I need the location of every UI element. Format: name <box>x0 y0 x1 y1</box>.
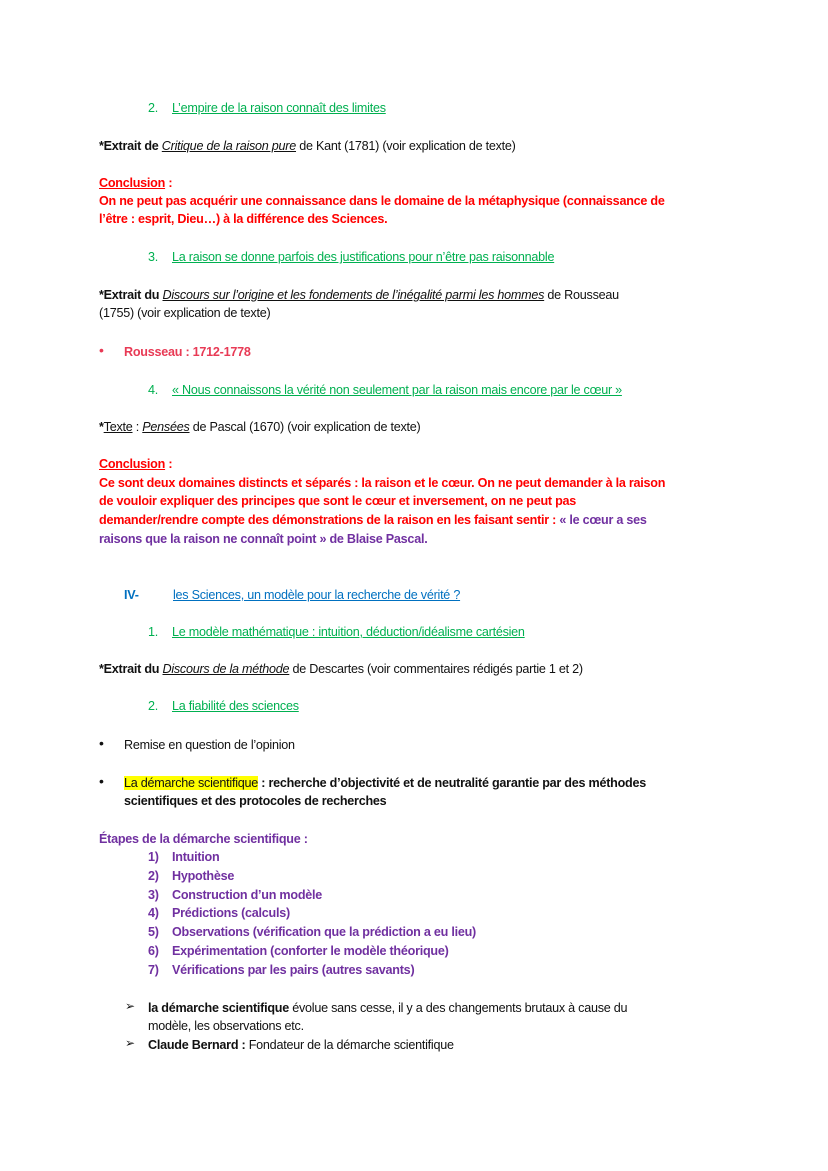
label: Conclusion <box>99 176 166 190</box>
extract-prefix: *Extrait du <box>99 288 163 302</box>
rousseau-dates: Rousseau : 1712-1778 <box>124 345 251 359</box>
step-text: Hypothèse <box>172 869 235 883</box>
step-item <box>148 961 414 979</box>
extract-prefix: *Extrait de <box>99 139 162 153</box>
subsection-heading-1 <box>148 623 525 641</box>
conclusion-line: On ne peut pas acquérir une connaissance dans le domaine de la métaphysique (connaissance de <box>99 194 665 208</box>
heading-title: La fiabilité des sciences <box>172 699 299 713</box>
step-number: 5) <box>148 925 159 939</box>
extract-suffix: de Pascal (1670) (voir explication de texte) <box>189 420 421 434</box>
part-number: IV- <box>124 588 139 602</box>
bullet-icon: • <box>99 342 104 358</box>
rousseau-extract <box>99 286 619 304</box>
work-title: Discours sur l’origine et les fondements de l’inégalité parmi les hommes <box>162 288 545 302</box>
arrow-bullet-icon: ➢ <box>125 999 135 1013</box>
step-number: 3) <box>148 888 159 902</box>
part-title: les Sciences, un modèle pour la recherche de vérité ? <box>173 588 461 602</box>
note-text: Fondateur de la démarche scientifique <box>245 1038 454 1052</box>
heading-number: 1. <box>148 625 159 639</box>
heading-number: 2. <box>148 101 159 115</box>
work-title: Discours de la méthode <box>162 662 290 676</box>
subsection-heading-2 <box>148 697 299 715</box>
rousseau-extract-line2: (1755) (voir explication de texte) <box>99 306 271 320</box>
bullet-item <box>124 774 646 792</box>
step-item <box>148 923 476 941</box>
heading-title: Le modèle mathématique : intuition, déduction/idéalisme cartésien <box>172 625 525 639</box>
work-title: Critique de la raison pure <box>161 139 297 153</box>
conclusion-label <box>99 174 172 192</box>
note-item <box>148 999 627 1017</box>
conclusion-line: de vouloir expliquer des principes que sont le cœur et inversement, on ne peut pas <box>99 494 577 508</box>
step-text: Vérifications par les pairs (autres savants) <box>172 963 415 977</box>
sep: : <box>132 420 143 434</box>
conclusion-line: l’être : esprit, Dieu…) à la différence des Sciences. <box>99 212 388 226</box>
section-heading-2 <box>148 99 386 117</box>
section-heading-4 <box>148 381 622 399</box>
step-text: Observations (vérification que la prédiction a eu lieu) <box>172 925 476 939</box>
heading-number: 2. <box>148 699 159 713</box>
step-number: 7) <box>148 963 159 977</box>
heading-title: L’empire de la raison connaît des limites <box>172 101 386 115</box>
extract-suffix: de Rousseau <box>544 288 619 302</box>
note-item <box>148 1036 454 1054</box>
part-heading-4 <box>124 586 460 604</box>
bullet-icon: • <box>99 735 104 751</box>
step-text: Construction d’un modèle <box>172 888 323 902</box>
arrow-bullet-icon: ➢ <box>125 1036 135 1050</box>
extract-prefix: *Extrait du <box>99 662 163 676</box>
step-number: 6) <box>148 944 159 958</box>
steps-title: Étapes de la démarche scientifique : <box>99 832 308 846</box>
note-text: évolue sans cesse, il y a des changements brutaux à cause du <box>288 1001 628 1015</box>
pascal-text <box>99 418 420 436</box>
step-item <box>148 867 234 885</box>
conclusion-label <box>99 455 172 473</box>
conclusion-line: Ce sont deux domaines distincts et séparés : la raison et le cœur. On ne peut demander à la raison <box>99 476 666 490</box>
bullet-icon: • <box>99 773 104 789</box>
kant-extract <box>99 137 516 155</box>
bullet-item-line2: scientifiques et des protocoles de recherches <box>124 794 387 808</box>
heading-number: 4. <box>148 383 159 397</box>
extract-suffix: de Descartes (voir commentaires rédigés partie 1 et 2) <box>289 662 583 676</box>
bullet-item: Remise en question de l’opinion <box>124 738 295 752</box>
step-text: Intuition <box>172 850 220 864</box>
quote-text: « le cœur a ses <box>559 513 647 527</box>
descartes-extract <box>99 660 583 678</box>
colon: : <box>165 176 173 190</box>
note-term: la démarche scientifique <box>148 1001 289 1015</box>
step-text: Prédictions (calculs) <box>172 906 290 920</box>
heading-number: 3. <box>148 250 159 264</box>
note-item-line2: modèle, les observations etc. <box>148 1019 304 1033</box>
step-item <box>148 942 449 960</box>
asterisk: * <box>99 420 104 434</box>
extract-suffix: de Kant (1781) (voir explication de texte) <box>296 139 516 153</box>
step-item <box>148 848 219 866</box>
step-item <box>148 904 290 922</box>
label: Texte <box>103 420 133 434</box>
bullet-text: : recherche d’objectivité et de neutralité garantie par des méthodes <box>258 776 646 790</box>
note-term: Claude Bernard : <box>148 1038 246 1052</box>
heading-title: « Nous connaissons la vérité non seulement par la raison mais encore par le cœur » <box>172 383 622 397</box>
colon: : <box>165 457 173 471</box>
work-title: Pensées <box>142 420 190 434</box>
section-heading-3 <box>148 248 554 266</box>
highlighted-term: La démarche scientifique <box>124 776 259 790</box>
step-item <box>148 886 322 904</box>
step-text: Expérimentation (conforter le modèle théorique) <box>172 944 449 958</box>
heading-title: La raison se donne parfois des justifications pour n’être pas raisonnable <box>172 250 555 264</box>
label: Conclusion <box>99 457 166 471</box>
step-number: 2) <box>148 869 159 883</box>
step-number: 4) <box>148 906 159 920</box>
conclusion-quote: raisons que la raison ne connaît point » de Blaise Pascal. <box>99 532 428 546</box>
red-text: demander/rendre compte des démonstrations de la raison en les faisant sentir : <box>99 513 560 527</box>
conclusion-line <box>99 511 647 529</box>
step-number: 1) <box>148 850 159 864</box>
